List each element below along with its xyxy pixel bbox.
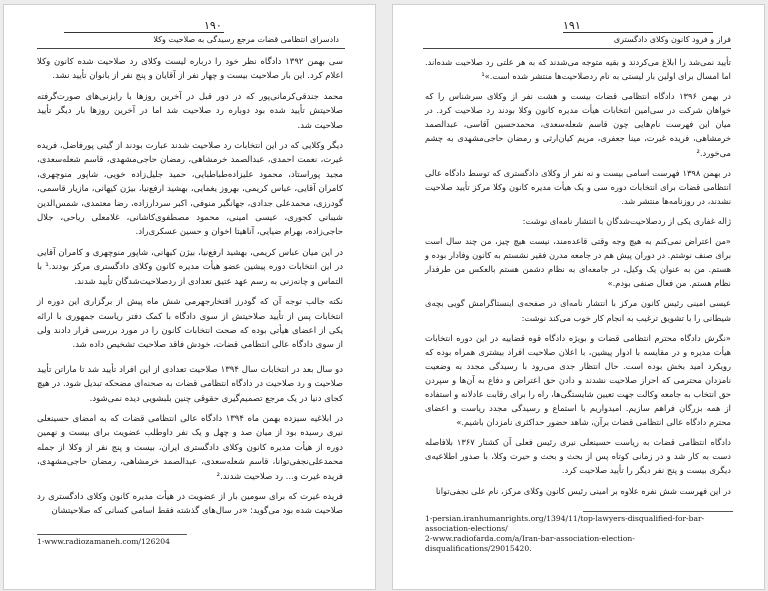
footnote: 1-www.radiozamaneh.com/126204 bbox=[37, 537, 170, 546]
body-text bbox=[37, 55, 343, 525]
quote-paragraph: «نگرش دادگاه محترم انتظامی قضات و بویژه دادگاه قوه قضاییه در این دوره انتخابات هیأت مدیره و در مقایسه با ادوار پیشین، با اعلان صلاحیت افراد بیشتری همراه بوده که رویکرد امید بخش بوده است. حال انتظار جدی می‌رود با رسیدگی مجدد به وضعیت نامزدان محترمی که احراز صلاحیت نشدند و دادن حق اعتراض و دفاع به آن‌ها و سپردن حق انتخاب به جامعه وکالت جهت تعیین شایستگی‌ها، راه را برای رقابت عادلانه و استفاده از همه بزرگان فراهم سازیم. امیدواریم با استماع و رسیدگی مجدد ریاست و اعضای محترم دادگاه عالی انتظامی قضات برآن، شاهد حضور حداکثری نامزدان باشیم.» bbox=[425, 332, 731, 428]
paragraph: در بهمن ۱۳۹۶ دادگاه انتظامی قضات بیست و هشت نفر از وکلای سرشناس را که خواهان شرکت در سی‌امین انتخابات هیأت مدیره کانون وکلا بودند رد صلاحیت کرد. در میان این فهرست نام‌هایی چون قاسم شعله‌سعدی، محمدحسین آقاسی، عبدالصمد خرمشاهی، فریده غیرت، مینا جعفری، مریم کیان‌ارثی و رمضان حاجی‌مشهدی به چشم می‌خورد.² bbox=[425, 91, 731, 158]
running-head: فراز و فرود کانون وکلای دادگستری bbox=[613, 35, 731, 44]
body-text bbox=[425, 55, 731, 504]
paragraph: در این میان عباس کریمی، بهشید ارفع‌نیا، بیژن کیهانی، شاپور منوچهری و کامران آقایی در این انتخابات دوره پیشین عضو هیأت مدیره کانون وکلای دادگستری مرکز بودند.¹ با التماس و چانه‌زنی به رسم عهد عتیق تعدادی از ردصلاحیت‌شدگان تأیید شدند. bbox=[37, 247, 343, 287]
paragraph: دادگاه انتظامی قضات به ریاست حسینعلی نیری رئیس فعلی آن کشتار ۱۳۶۷ بلافاصله دست به کار شد و در زمانی کوتاه پس از بحث و بحث و حیرت وکلا، با صدور اطلاعیه‌ی دیگری بیست و پنج نفر دیگر را تأیید صلاحیت کرد. bbox=[425, 437, 731, 476]
paragraph: نکته جالب توجه آن که گودرز افتخارجهرمی شش ماه پیش از برگزاری این دوره از انتخابات پس از تأیید صلاحیتش از سوی دادگاه با کمک دفتر ریاست جمهوری با ارائه یکی از اعضای هیأتی بوده که صحت انتخابات کانون را در مورد بررسی قرار دادند ولی از سوی دادگاه عالی انتظامی قضات، خودش فاقد صلاحیت تشخیص داده شد. bbox=[37, 297, 343, 351]
left-page bbox=[3, 4, 376, 590]
footnotes bbox=[425, 514, 735, 554]
paragraph: محمد جندقی‌کرمانی‌پور که در دور قبل در آخرین روزها با رایزنی‌های صورت‌گرفته صلاحیتش تأیید شده بود دوباره رد صلاحیت شد اما در آخرین روزها بار دیگر تأیید صلاحیت شد. bbox=[37, 91, 343, 131]
paragraph: در بهمن ۱۳۹۸ فهرست اسامی بیست و نه نفر از وکلای دادگستری که توسط دادگاه عالی انتظامی قضات برای انتخابات دوره سی و یک هیأت مدیره کانون وکلا مرکز تأیید صلاحیت نشدند، در روزنامه‌ها منتشر شد. bbox=[425, 167, 731, 206]
page-number-underline bbox=[64, 32, 224, 33]
paragraph: ژاله غفاری یکی از ردصلاحیت‌شدگان با انتشار نامه‌ای نوشت: bbox=[522, 215, 731, 226]
running-head: دادسرای انتظامی قضات مرجع رسیدگی به صلاحیت وکلا bbox=[153, 35, 339, 44]
paragraph: فریده غیرت که برای سومین بار از عضویت در هیأت مدیره کانون وکلای دادگستری رد صلاحیت شده بود می‌گوید: «در سال‌های گذشته فقط اسامی کسانی که صلاحیتشان bbox=[37, 491, 343, 517]
footnote: 2-www.radiofarda.com/a/Iran-bar-association-election-disqualifications/29015420. bbox=[425, 534, 635, 553]
paragraph: دیگر وکلایی که در این انتخابات رد صلاحیت شدند عبارت بودند از گیتی پورفاضل، فریده غیرت، نعمت احمدی، عبدالصمد خرمشاهی، رمضان حاجی‌مشهدی، قاسم شعله‌سعدی، مجید پوراستاد، محمود علیزاده‌طباطبایی، حمید جلیل‌زاده خویی، شاپور منوچهری، کامران آقایی، عباس کریمی، بهروز یغمایی، بهشید ارفع‌نیا، بیژن کیهانی، مازیار قاسمی، گودرزی، محمدعلی جدادی، جهانگیر منوفی، اکبر سردارزاده، رضا معتمدی، شمس‌الدین شیبانی کجوری، عیسی امینی، محمود مصطفوی‌کاشانی، غلامعلی ریاحی، جلال حاجی‌زاده، بهرام ضیایی، آناهیتا اخوان و حسین عسکری‌راد. bbox=[37, 141, 343, 238]
footnote: 1-persian.iranhumanrights.org/1394/11/top-lawyers-disqualified-for-bar-association-elections/ bbox=[425, 514, 705, 533]
paragraph: در این فهرست شش نفره علاوه بر امینی رئیس کانون وکلای مرکز، نام علی نجفی‌توانا bbox=[435, 485, 731, 496]
page-number: ۱۹۰ bbox=[204, 19, 222, 32]
paragraph: عیسی امینی رئیس کانون مرکز با انتشار نامه‌ای در صفحه‌ی اینستاگرامش گویی بچه‌ی شیطانی را با تشویق ترغیب به انجام کار خوب می‌کند نوشت: bbox=[425, 298, 731, 323]
header-rule bbox=[37, 48, 345, 49]
paragraph: تأیید نمی‌شد را ابلاغ می‌کردند و بقیه متوجه می‌شدند که به هر علتی رد صلاحیت شده‌اند. اما امسال برای اولین بار لیستی به نام ردصلاحیت‌ها منتشر شده است.»¹ bbox=[425, 57, 731, 82]
quote-paragraph: «من اعتراض نمی‌کنم به هیچ وجه وقتی قاعده‌مند، نیست هیچ چیز، من چند سال است برای صنف نوشتم. در دوران پیش هم در جامعه مدرن فقیر نشستم به کانون وفادار بوده و هستم. من به عنوان یک وکیل، در جامعه‌ای به نظام دشمن هستم بالعکس من طرفدار نظام هستم. من فعال صنفی بودم.» bbox=[425, 236, 731, 289]
right-page bbox=[392, 4, 765, 590]
paragraph: دو سال بعد در انتخابات سال ۱۳۹۴ صلاحیت تعدادی از این افراد تأیید شد تا ماراتن تأیید صلاحیت و رد صلاحیت در دادگاه انتظامی قضات به صحنه‌ای مضحکه تبدیل شود. در هیچ کجای دنیا در یک مرجع تصمیم‌گیری حقوقی چنین بلبشویی دیده نمی‌شود. bbox=[37, 364, 343, 404]
page-number: ۱۹۱ bbox=[563, 19, 581, 32]
footnote-rule bbox=[37, 534, 187, 535]
paragraph: در ابلاغیه سیزده بهمن ماه ۱۳۹۴ دادگاه عالی انتظامی قضات که به امضای حسینعلی نیری رسیده بود از میان صد و چهل و یک نفر داوطلب عضویت برای بیست و نهمین دوره از هیأت مدیره کانون وکلای دادگستری ایران، بیست و پنج نفر از وکلا از جمله محمدعلی‌نجفی‌توانا، قاسم شعله‌سعدی، عبدالصمد خرمشاهی، رمضان حاجی‌مشهدی، فریده غیرت و... رد صلاحیت شدند.² bbox=[37, 413, 343, 482]
header-rule bbox=[423, 48, 731, 49]
paragraph: سی بهمن ۱۳۹۲ دادگاه نظر خود را درباره لیست وکلای رد صلاحیت شده کانون وکلا اعلام کرد. این بار صلاحیت بیست و چهار نفر از آقایان و پنج نفر از بانوان تأیید نشد. bbox=[37, 57, 343, 82]
footnotes bbox=[37, 537, 337, 547]
footnote-rule bbox=[583, 511, 733, 512]
page-number-underline bbox=[563, 32, 713, 33]
